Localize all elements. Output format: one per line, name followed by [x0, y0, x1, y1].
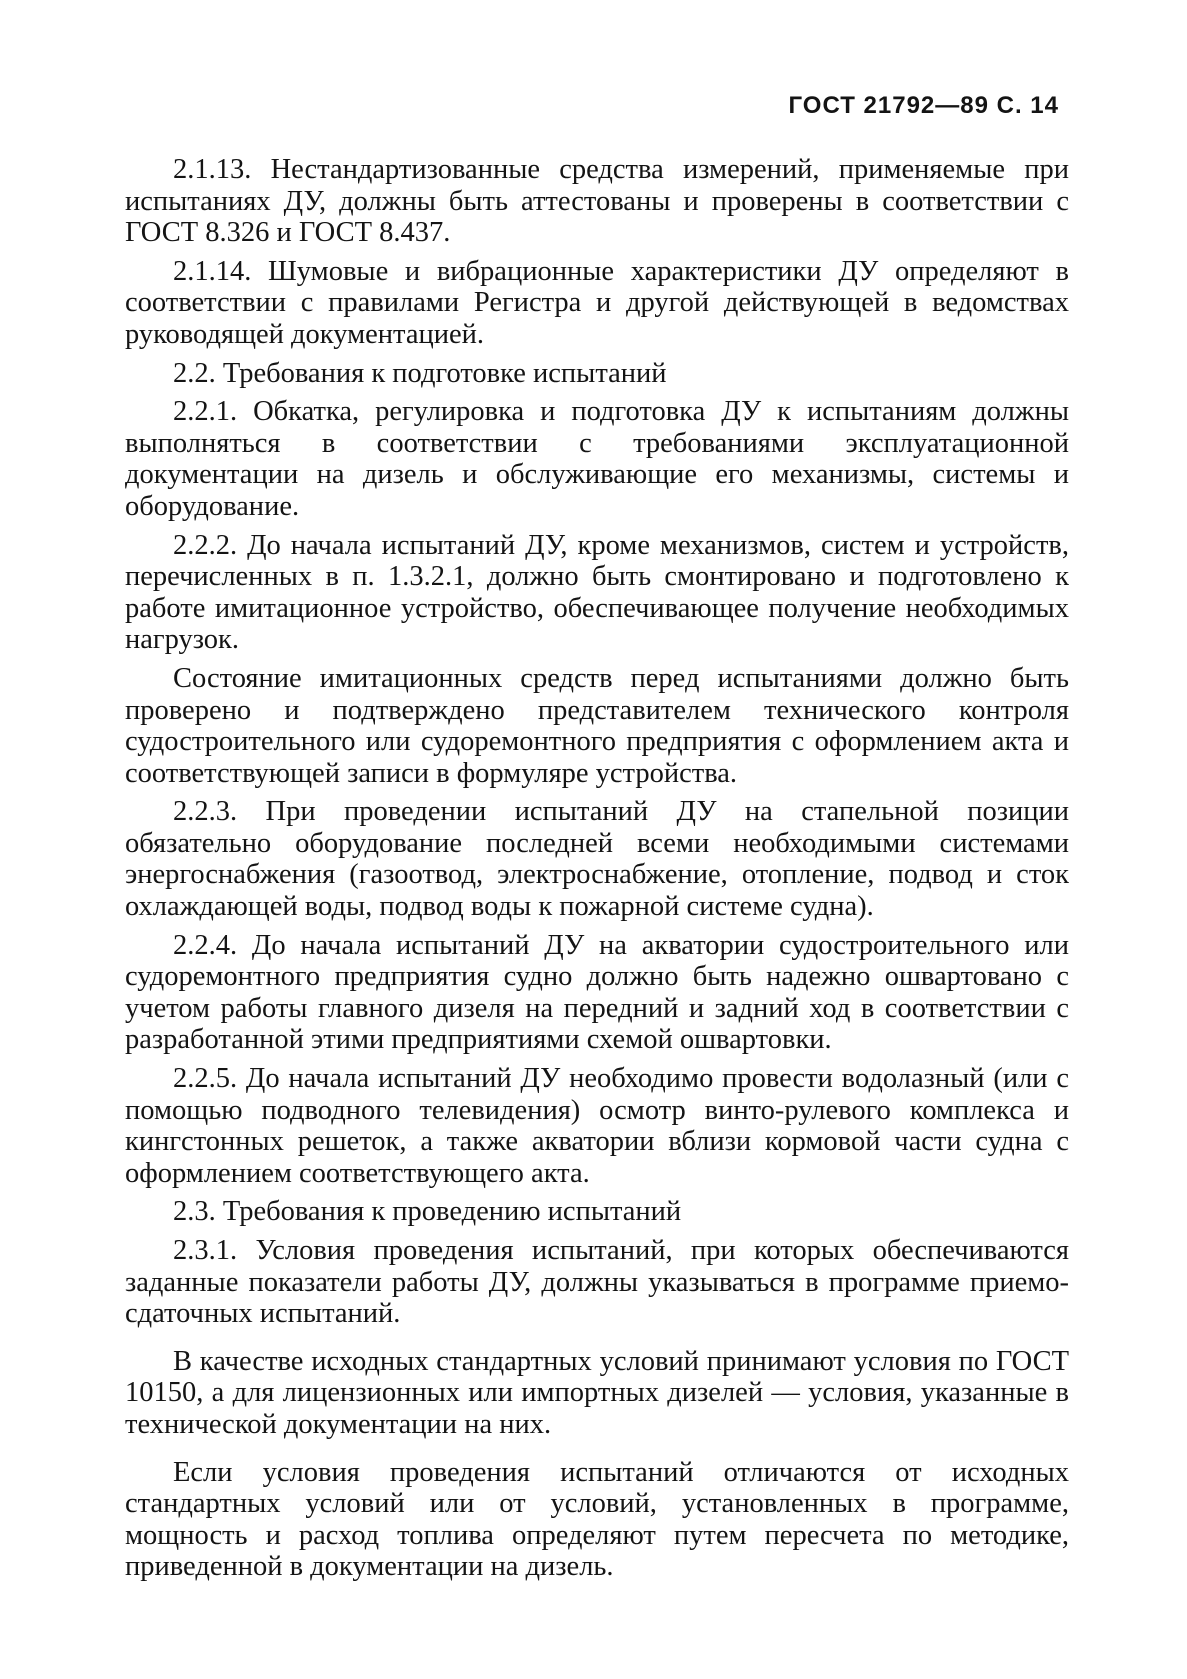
paragraph-2-3-1: 2.3.1. Условия проведения испытаний, при которых обеспечиваются заданные показатели работы ДУ, должны указываться в программе приемо-сдаточных испытаний.: [125, 1235, 1069, 1330]
paragraph-2-2-5: 2.2.5. До начала испытаний ДУ необходимо провести водолазный (или с помощью подводного телевидения) осмотр винто-рулевого комплекса и кингстонных решеток, а также акватории вблизи кормовой части судна с оформлением соответствующего акта.: [125, 1063, 1069, 1189]
paragraph-2-1-14: 2.1.14. Шумовые и вибрационные характеристики ДУ определяют в соответствии с правилами Регистра и другой действующей в ведомствах руководящей документацией.: [125, 255, 1069, 350]
paragraph-2-2-3: 2.2.3. При проведении испытаний ДУ на стапельной позиции обязательно оборудование последней всеми необходимыми системами энергоснабжения (газоотвод, электроснабжение, отопление, подвод и сток охлаждающей воды, подвод воды к пожарной системе судна).: [125, 796, 1069, 923]
paragraph-imitation-state: Состояние имитационных средств перед испытаниями должно быть проверено и подтверждено представителем технического контроля судостроительного или судоремонтного предприятия с оформлением акта и соответствующей записи в формуляре устройства.: [125, 662, 1069, 789]
paragraph-2-2-4: 2.2.4. До начала испытаний ДУ на акватории судостроительного или судоремонтного предприятия судно должно быть надежно ошвартовано с учетом работы главного дизеля на передний и задний ход в соответствии с разработанной этими предприятиями схемой ошвартовки.: [125, 929, 1069, 1056]
section-heading-2-2: 2.2. Требования к подготовке испытаний: [173, 357, 667, 389]
paragraph-2-2-1: 2.2.1. Обкатка, регулировка и подготовка ДУ к испытаниям должны выполняться в соответствии с требованиями эксплуатационной документации на дизель и обслуживающие его механизмы, системы и оборудование.: [125, 396, 1069, 522]
paragraph-recalculation: Если условия проведения испытаний отличаются от исходных стандартных условий или от условий, установленных в программе, мощность и расход топлива определяют путем пересчета по методике, приведенной в документации на дизель.: [125, 1456, 1069, 1583]
body-text: [125, 154, 1069, 1583]
section-heading-2-3: 2.3. Требования к проведению испытаний: [173, 1196, 682, 1228]
running-header: ГОСТ 21792—89 С. 14: [788, 92, 1059, 119]
paragraph-standard-conditions: В качестве исходных стандартных условий принимают условия по ГОСТ 10150, а для лицензионных или импортных дизелей — условия, указанные в технической документации на них.: [125, 1345, 1069, 1440]
paragraph-2-1-13: 2.1.13. Нестандартизованные средства измерений, применяемые при испытаниях ДУ, должны быть аттестованы и проверены в соответствии с ГОСТ 8.326 и ГОСТ 8.437.: [125, 154, 1069, 249]
paragraph-2-2-2: 2.2.2. До начала испытаний ДУ, кроме механизмов, систем и устройств, перечисленных в п. 1.3.2.1, должно быть смонтировано и подготовлено к работе имитационное устройство, обеспечивающее получение необходимых нагрузок.: [125, 529, 1069, 656]
